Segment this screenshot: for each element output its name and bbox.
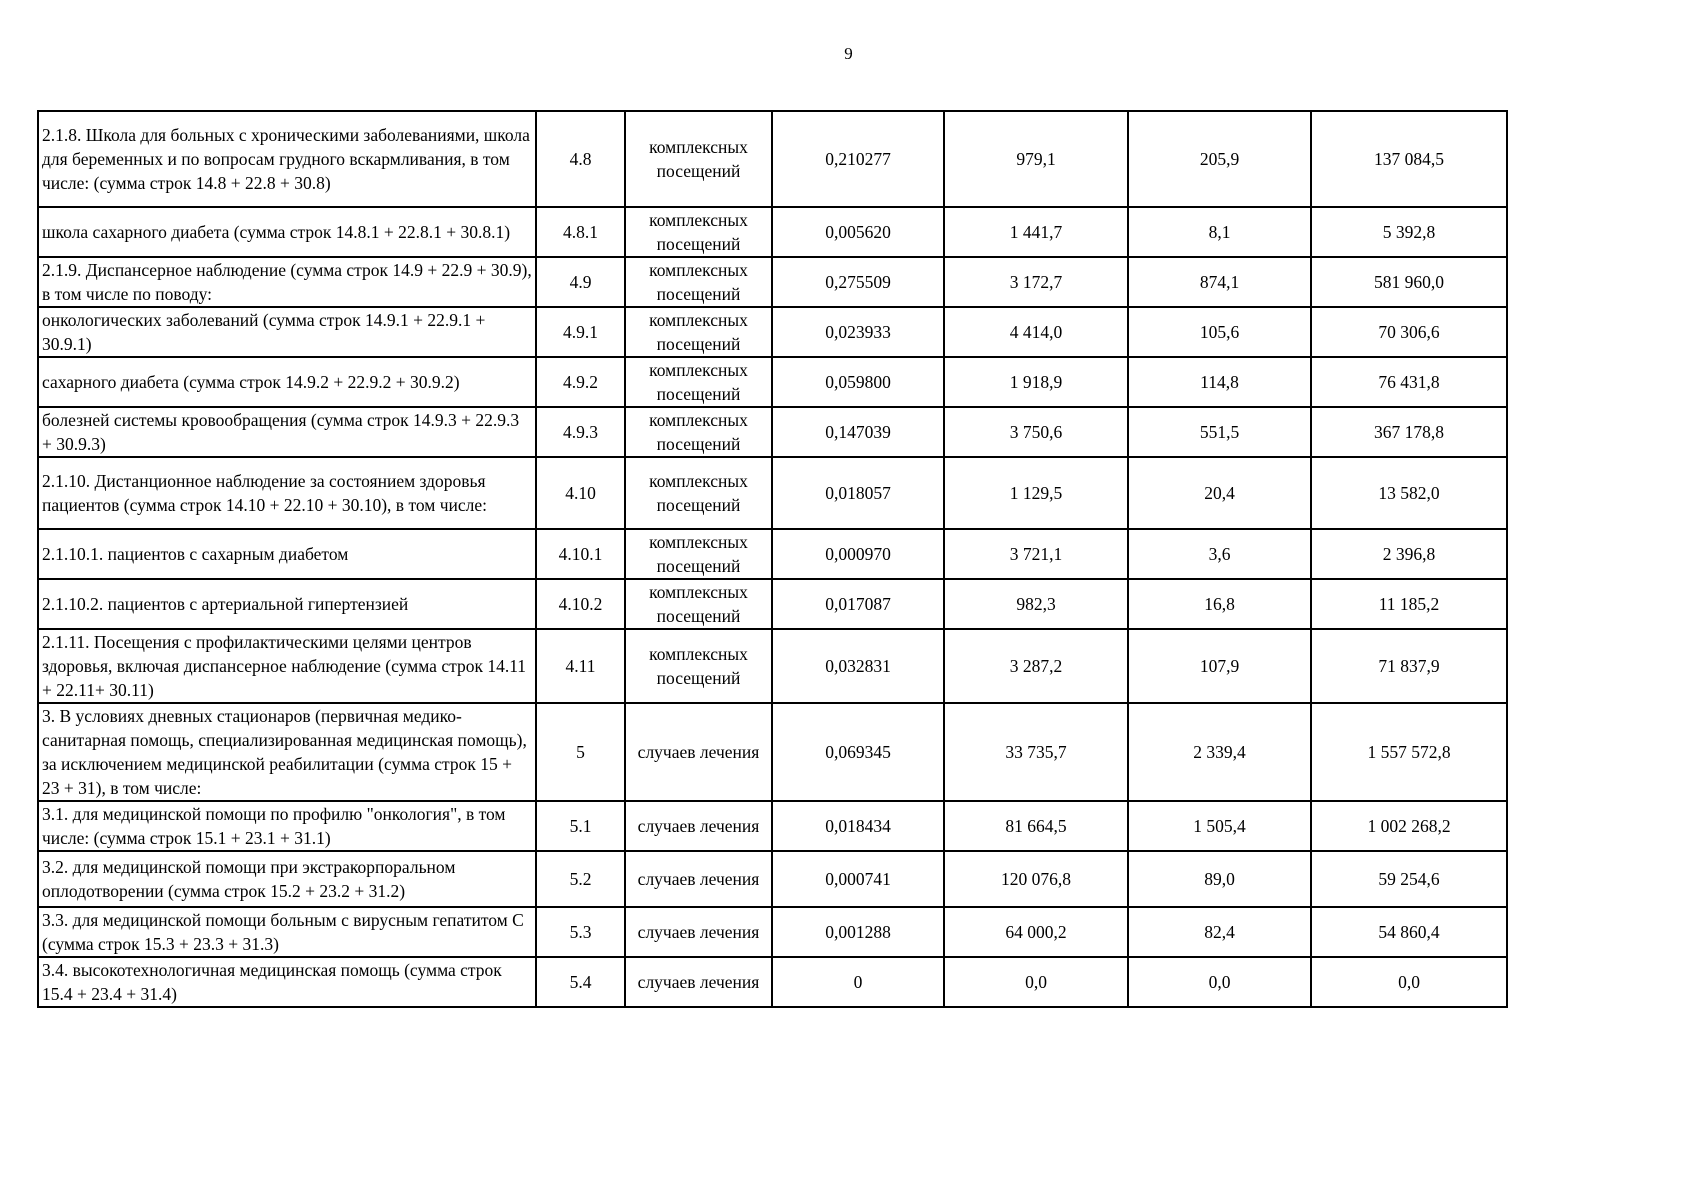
row-unit: комплексных посещений [625, 307, 772, 357]
row-unit: комплексных посещений [625, 357, 772, 407]
row-cost: 4 414,0 [944, 307, 1128, 357]
row-description: школа сахарного диабета (сумма строк 14.8.1 + 22.8.1 + 30.8.1) [38, 207, 536, 257]
row-per-capita: 874,1 [1128, 257, 1311, 307]
row-code: 5.2 [536, 851, 625, 907]
row-total: 54 860,4 [1311, 907, 1507, 957]
row-total: 581 960,0 [1311, 257, 1507, 307]
row-total: 59 254,6 [1311, 851, 1507, 907]
row-unit: комплексных посещений [625, 111, 772, 207]
row-code: 4.9 [536, 257, 625, 307]
table-row [38, 111, 1507, 207]
row-description: 2.1.10. Дистанционное наблюдение за состоянием здоровья пациентов (сумма строк 14.10 + 22.10 + 30.10), в том числе: [38, 457, 536, 529]
row-norm: 0,059800 [772, 357, 944, 407]
row-total: 13 582,0 [1311, 457, 1507, 529]
row-unit: комплексных посещений [625, 407, 772, 457]
row-total: 5 392,8 [1311, 207, 1507, 257]
table-row [38, 307, 1507, 357]
row-total: 367 178,8 [1311, 407, 1507, 457]
row-per-capita: 1 505,4 [1128, 801, 1311, 851]
row-description: сахарного диабета (сумма строк 14.9.2 + 22.9.2 + 30.9.2) [38, 357, 536, 407]
row-per-capita: 89,0 [1128, 851, 1311, 907]
row-per-capita: 82,4 [1128, 907, 1311, 957]
row-code: 4.9.3 [536, 407, 625, 457]
row-description: онкологических заболеваний (сумма строк 14.9.1 + 22.9.1 + 30.9.1) [38, 307, 536, 357]
row-code: 4.11 [536, 629, 625, 703]
row-cost: 1 918,9 [944, 357, 1128, 407]
row-description: 3.2. для медицинской помощи при экстракорпоральном оплодотворении (сумма строк 15.2 + 23.2 + 31.2) [38, 851, 536, 907]
row-unit: комплексных посещений [625, 629, 772, 703]
row-total: 1 557 572,8 [1311, 703, 1507, 801]
row-total: 137 084,5 [1311, 111, 1507, 207]
row-description: 3.3. для медицинской помощи больным с вирусным гепатитом С (сумма строк 15.3 + 23.3 + 31.3) [38, 907, 536, 957]
row-code: 5.3 [536, 907, 625, 957]
table-row [38, 457, 1507, 529]
row-per-capita: 205,9 [1128, 111, 1311, 207]
row-cost: 3 172,7 [944, 257, 1128, 307]
table-row [38, 407, 1507, 457]
row-code: 4.8 [536, 111, 625, 207]
row-norm: 0,000741 [772, 851, 944, 907]
row-total: 2 396,8 [1311, 529, 1507, 579]
row-norm: 0,000970 [772, 529, 944, 579]
row-cost: 3 721,1 [944, 529, 1128, 579]
row-per-capita: 107,9 [1128, 629, 1311, 703]
row-cost: 120 076,8 [944, 851, 1128, 907]
row-code: 4.8.1 [536, 207, 625, 257]
row-description: 3. В условиях дневных стационаров (первичная медико-санитарная помощь, специализированная медицинская помощь), за исключением медицинской реабилитации (сумма строк 15 + 23 + 31), в том числе: [38, 703, 536, 801]
row-description: 2.1.8. Школа для больных с хроническими заболеваниями, школа для беременных и по вопросам грудного вскармливания, в том числе: (сумма строк 14.8 + 22.8 + 30.8) [38, 111, 536, 207]
financing-table [37, 110, 1508, 1008]
row-per-capita: 551,5 [1128, 407, 1311, 457]
row-unit: комплексных посещений [625, 579, 772, 629]
row-norm: 0 [772, 957, 944, 1007]
row-unit: случаев лечения [625, 703, 772, 801]
row-total: 0,0 [1311, 957, 1507, 1007]
row-total: 71 837,9 [1311, 629, 1507, 703]
row-unit: случаев лечения [625, 801, 772, 851]
row-per-capita: 105,6 [1128, 307, 1311, 357]
row-cost: 81 664,5 [944, 801, 1128, 851]
table-row [38, 529, 1507, 579]
row-per-capita: 0,0 [1128, 957, 1311, 1007]
row-cost: 3 750,6 [944, 407, 1128, 457]
row-unit: комплексных посещений [625, 207, 772, 257]
row-per-capita: 114,8 [1128, 357, 1311, 407]
row-cost: 1 129,5 [944, 457, 1128, 529]
row-norm: 0,275509 [772, 257, 944, 307]
row-norm: 0,018434 [772, 801, 944, 851]
row-cost: 982,3 [944, 579, 1128, 629]
table-row [38, 801, 1507, 851]
row-code: 4.10.1 [536, 529, 625, 579]
row-unit: случаев лечения [625, 851, 772, 907]
row-code: 4.9.2 [536, 357, 625, 407]
row-per-capita: 20,4 [1128, 457, 1311, 529]
row-description: 3.4. высокотехнологичная медицинская помощь (сумма строк 15.4 + 23.4 + 31.4) [38, 957, 536, 1007]
table-row [38, 357, 1507, 407]
row-unit: комплексных посещений [625, 529, 772, 579]
row-total: 76 431,8 [1311, 357, 1507, 407]
row-total: 11 185,2 [1311, 579, 1507, 629]
row-code: 4.9.1 [536, 307, 625, 357]
row-norm: 0,017087 [772, 579, 944, 629]
row-cost: 3 287,2 [944, 629, 1128, 703]
row-per-capita: 2 339,4 [1128, 703, 1311, 801]
row-description: 2.1.10.2. пациентов с артериальной гипертензией [38, 579, 536, 629]
table-row [38, 957, 1507, 1007]
table-row [38, 703, 1507, 801]
row-per-capita: 3,6 [1128, 529, 1311, 579]
row-unit: комплексных посещений [625, 457, 772, 529]
row-code: 5.4 [536, 957, 625, 1007]
row-norm: 0,001288 [772, 907, 944, 957]
table-row [38, 907, 1507, 957]
row-cost: 0,0 [944, 957, 1128, 1007]
row-norm: 0,210277 [772, 111, 944, 207]
row-unit: случаев лечения [625, 957, 772, 1007]
row-total: 70 306,6 [1311, 307, 1507, 357]
page-number: 9 [844, 44, 853, 63]
row-description: 2.1.11. Посещения с профилактическими целями центров здоровья, включая диспансерное наблюдение (сумма строк 14.11 + 22.11+ 30.11) [38, 629, 536, 703]
table-row [38, 207, 1507, 257]
row-description: 2.1.9. Диспансерное наблюдение (сумма строк 14.9 + 22.9 + 30.9), в том числе по поводу: [38, 257, 536, 307]
row-code: 5 [536, 703, 625, 801]
row-cost: 1 441,7 [944, 207, 1128, 257]
row-per-capita: 16,8 [1128, 579, 1311, 629]
table-row [38, 579, 1507, 629]
table-row [38, 257, 1507, 307]
row-norm: 0,018057 [772, 457, 944, 529]
table-body [38, 111, 1507, 1007]
row-unit: случаев лечения [625, 907, 772, 957]
row-cost: 64 000,2 [944, 907, 1128, 957]
row-description: 2.1.10.1. пациентов с сахарным диабетом [38, 529, 536, 579]
row-code: 4.10.2 [536, 579, 625, 629]
row-cost: 33 735,7 [944, 703, 1128, 801]
row-unit: комплексных посещений [625, 257, 772, 307]
row-total: 1 002 268,2 [1311, 801, 1507, 851]
row-norm: 0,023933 [772, 307, 944, 357]
row-norm: 0,032831 [772, 629, 944, 703]
row-cost: 979,1 [944, 111, 1128, 207]
row-norm: 0,005620 [772, 207, 944, 257]
table-row [38, 629, 1507, 703]
row-description: 3.1. для медицинской помощи по профилю "онкология", в том числе: (сумма строк 15.1 + 23.1 + 31.1) [38, 801, 536, 851]
table-row [38, 851, 1507, 907]
row-code: 4.10 [536, 457, 625, 529]
row-norm: 0,069345 [772, 703, 944, 801]
row-description: болезней системы кровообращения (сумма строк 14.9.3 + 22.9.3 + 30.9.3) [38, 407, 536, 457]
row-code: 5.1 [536, 801, 625, 851]
row-norm: 0,147039 [772, 407, 944, 457]
row-per-capita: 8,1 [1128, 207, 1311, 257]
